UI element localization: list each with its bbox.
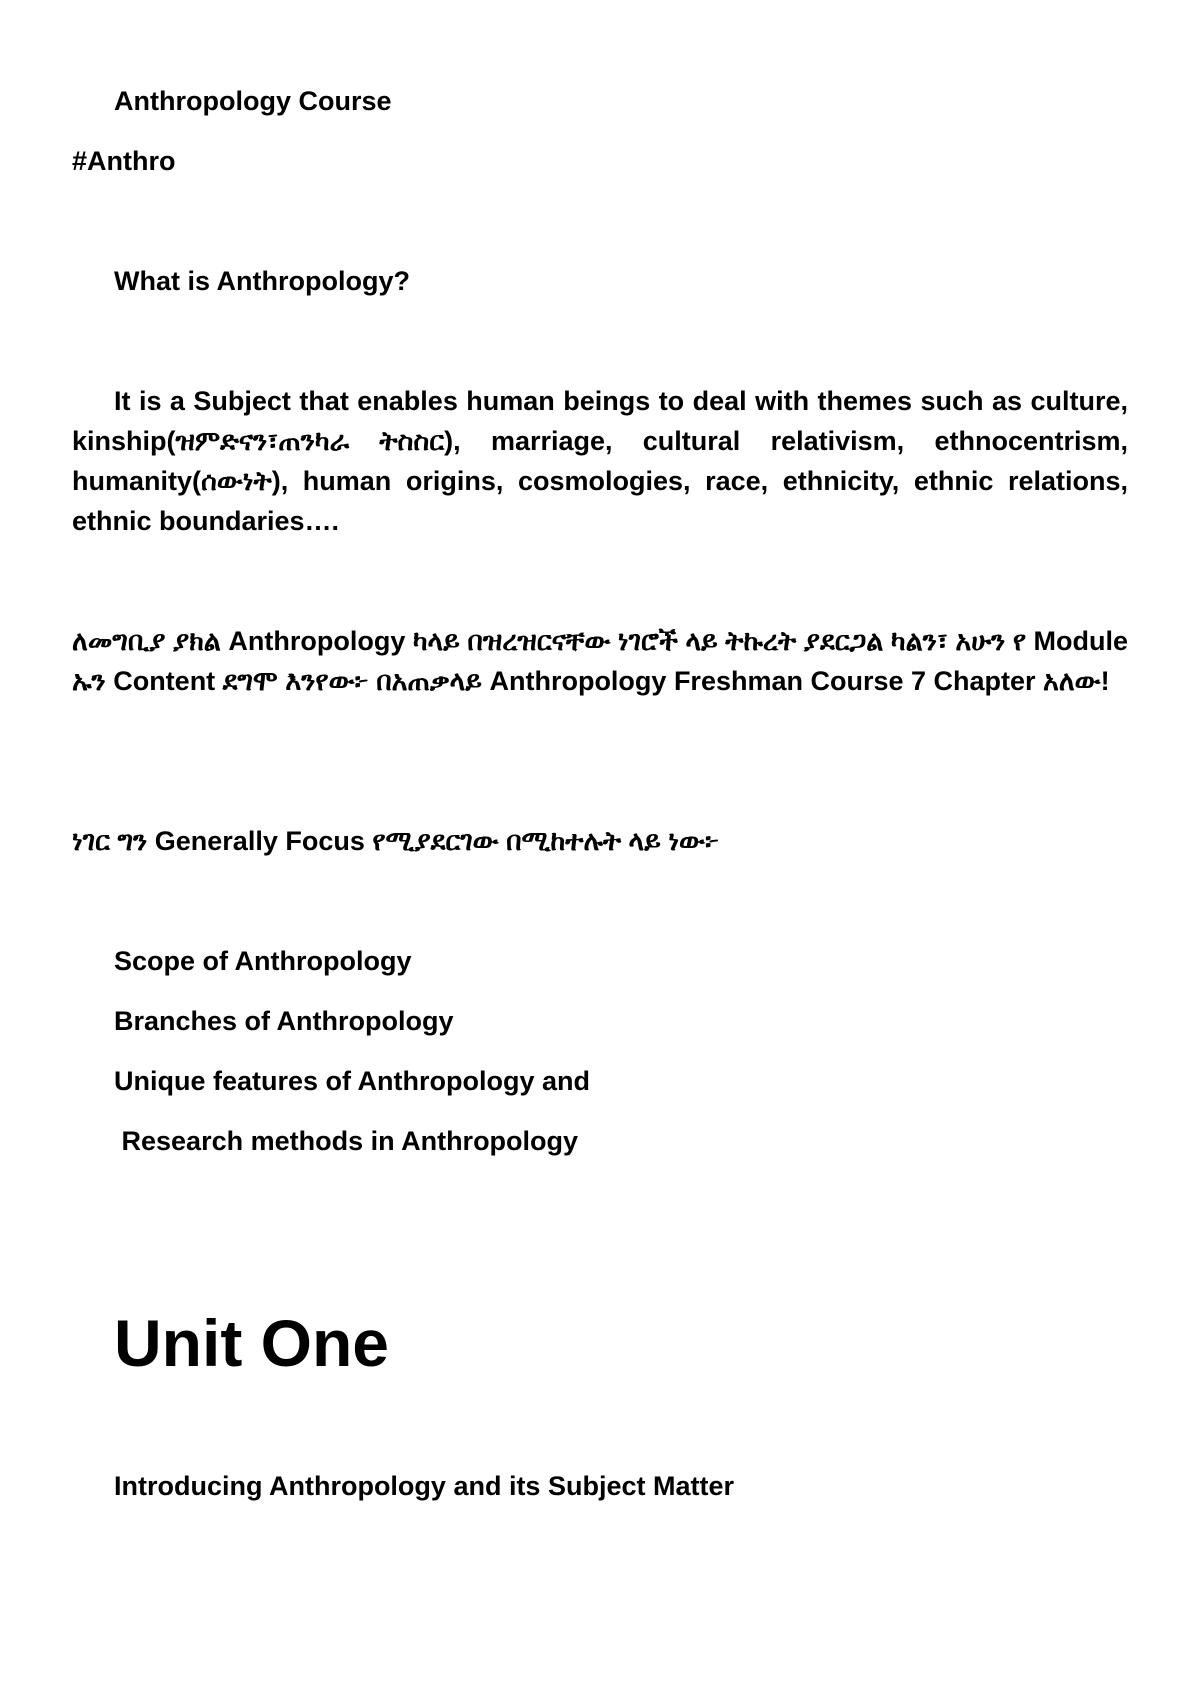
unit-title: Unit One — [114, 1306, 389, 1380]
list-item: Branches of Anthropology — [114, 1006, 454, 1036]
focus-intro: ነገር ግን Generally Focus የሚያደርገው በሚከተሉት ላይ ነው፦ — [72, 826, 720, 856]
question-heading: What is Anthropology? — [114, 266, 410, 296]
course-title: Anthropology Course — [114, 86, 392, 116]
intro-paragraph: ለመግቢያ ያክል Anthropology ካላይ በዝረዝርናቸው ነገሮች ላይ ትኩረት ያደርጋል ካልን፣ አሁን የ Module ኡን Content ደግሞ እንየው፦ በአጠቃላይ Anthropology Freshman Course 7 Chapter አለው! — [72, 626, 1128, 696]
list-item: Research methods in Anthropology — [114, 1126, 579, 1156]
unit-subtitle: Introducing Anthropology and its Subject Matter — [114, 1471, 734, 1501]
definition-paragraph-text: It is a Subject that enables human beings to deal with themes such as culture, kinship(ዝምድናን፣ጠንካራ ትስስር), marriage, cultural relativism, ethnocentrism, humanity(ሰውነት), human origins, cosmologies, race, ethnicity, ethnic relations, ethnic boundaries…. — [72, 386, 1128, 536]
list-item: Unique features of Anthropology and — [114, 1066, 590, 1096]
hashtag: #Anthro — [72, 146, 176, 176]
list-item: Scope of Anthropology — [114, 946, 412, 976]
definition-paragraph — [72, 381, 1128, 541]
